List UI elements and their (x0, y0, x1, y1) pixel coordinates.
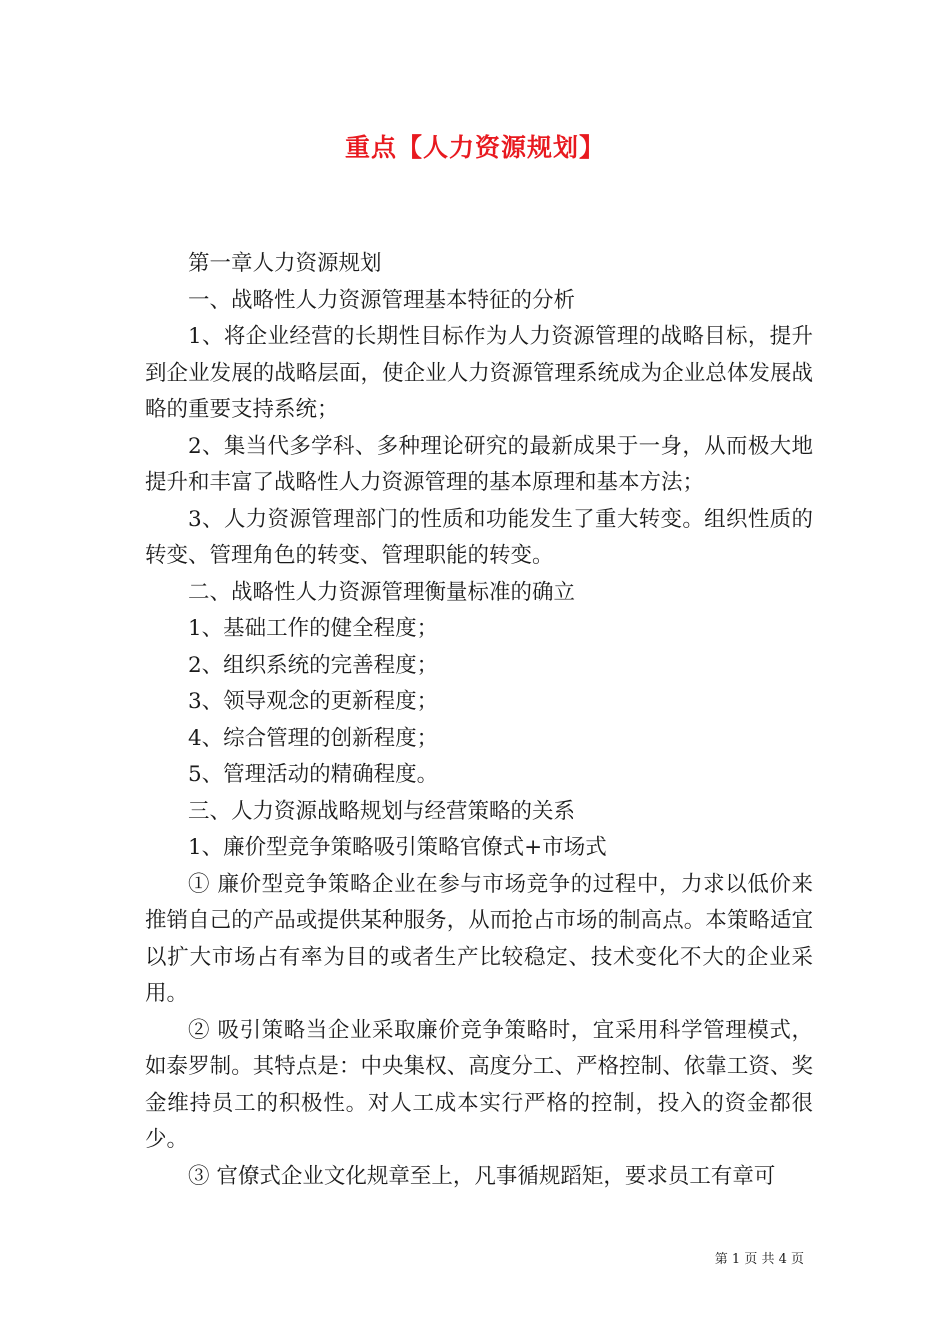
list-item: 1、基础工作的健全程度； (188, 616, 439, 641)
paragraph: ③ 官僚式企业文化规章至上，凡事循规蹈矩，要求员工有章可 (188, 1163, 776, 1189)
paragraph-section-2-heading: 二、战略性人力资源管理衡量标准的确立 (188, 579, 576, 605)
list-item: 4、综合管理的创新程度； (188, 725, 439, 751)
paragraph: ② 吸引策略当企业采取廉价竞争策略时，宜采用科学管理模式，如泰罗制。其特点是：中央集权、高度分工、严格控制、依靠工资、奖金维持员工的积极性。对人工成本实行严格的控制，投入的资金都很少。 (145, 1017, 813, 1152)
document-title: 重点【人力资源规划】 (344, 133, 605, 162)
list-item: 3、领导观念的更新程度； (188, 689, 439, 714)
list-item: 2、组织系统的完善程度； (188, 652, 439, 678)
paragraph: 1、将企业经营的长期性目标作为人力资源管理的战略目标，提升到企业发展的战略层面，使企业人力资源管理系统成为企业总体发展战略的重要支持系统； (145, 324, 813, 422)
list-item: 5、管理活动的精确程度。 (188, 762, 439, 787)
paragraph-section-3-heading: 三、人力资源战略规划与经营策略的关系 (188, 798, 576, 824)
page-number-footer: 第 1 页 共 4 页 (714, 1252, 804, 1267)
paragraph: ① 廉价型竞争策略企业在参与市场竞争的过程中，力求以低价来推销自己的产品或提供某种服务，从而抢占市场的制高点。本策略适宜以扩大市场占有率为目的或者生产比较稳定、技术变化不大的企业采用。 (145, 871, 813, 1006)
document-body (145, 246, 813, 1195)
paragraph: 3、人力资源管理部门的性质和功能发生了重大转变。组织性质的转变、管理角色的转变、管理职能的转变。 (145, 506, 813, 568)
paragraph-chapter-heading: 第一章人力资源规划 (188, 251, 382, 276)
paragraph: 2、集当代多学科、多种理论研究的最新成果于一身，从而极大地提升和丰富了战略性人力资源管理的基本原理和基本方法； (145, 433, 813, 495)
paragraph-section-1-heading: 一、战略性人力资源管理基本特征的分析 (188, 287, 576, 313)
paragraph: 1、廉价型竞争策略吸引策略官僚式+市场式 (188, 835, 607, 860)
